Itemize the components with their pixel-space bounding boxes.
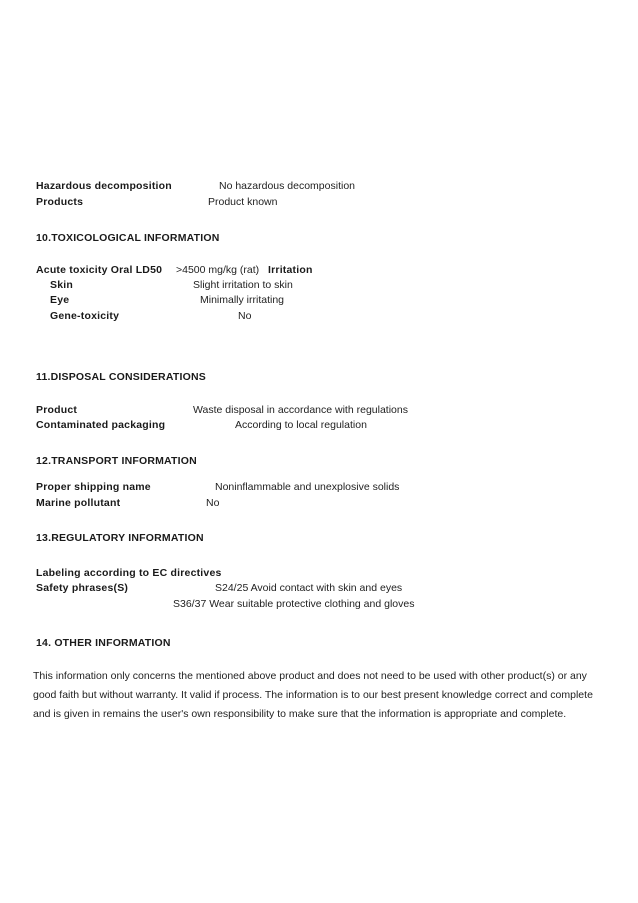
gene-toxicity-label: Gene-toxicity <box>50 310 120 322</box>
proper-shipping-name-value: Noninflammable and unexplosive solids <box>215 481 400 493</box>
acute-toxicity-value: >4500 mg/kg (rat) <box>176 264 260 276</box>
other-information-line-2: good faith but without warranty. It valid if process. The information is to our best present knowledge correct and complete <box>33 689 593 701</box>
contaminated-packaging-value: According to local regulation <box>235 419 367 431</box>
safety-phrases-label: Safety phrases(S) <box>36 582 129 594</box>
eye-label: Eye <box>50 294 70 306</box>
product-label: Product <box>36 404 78 416</box>
hazardous-decomposition-value: No hazardous decomposition <box>219 180 355 192</box>
section-heading-other: 14. OTHER INFORMATION <box>36 637 171 649</box>
safety-phrase-s36-37: S36/37 Wear suitable protective clothing and gloves <box>173 598 415 610</box>
marine-pollutant-label: Marine pollutant <box>36 497 121 509</box>
section-heading-toxicological: 10.TOXICOLOGICAL INFORMATION <box>36 232 220 244</box>
product-value: Waste disposal in accordance with regulations <box>193 404 408 416</box>
section-heading-disposal: 11.DISPOSAL CONSIDERATIONS <box>36 371 206 383</box>
other-information-line-1: This information only concerns the mentioned above product and does not need to be used with other product(s) or any <box>33 670 587 682</box>
marine-pollutant-value: No <box>206 497 220 509</box>
skin-label: Skin <box>50 279 73 291</box>
products-value: Product known <box>208 196 278 208</box>
proper-shipping-name-label: Proper shipping name <box>36 481 151 493</box>
gene-toxicity-value: No <box>238 310 252 322</box>
products-label: Products <box>36 196 84 208</box>
other-information-paragraph <box>33 667 613 724</box>
section-heading-transport: 12.TRANSPORT INFORMATION <box>36 455 197 467</box>
safety-phrase-s24-25: S24/25 Avoid contact with skin and eyes <box>215 582 403 594</box>
skin-value: Slight irritation to skin <box>193 279 293 291</box>
irritation-label: Irritation <box>268 264 313 276</box>
hazardous-decomposition-label: Hazardous decomposition <box>36 180 172 192</box>
labeling-label: Labeling according to EC directives <box>36 567 222 579</box>
acute-toxicity-label: Acute toxicity Oral LD50 <box>36 264 163 276</box>
section-heading-regulatory: 13.REGULATORY INFORMATION <box>36 532 204 544</box>
eye-value: Minimally irritating <box>200 294 285 306</box>
other-information-line-3: and is given in remains the user's own responsibility to make sure that the information is appropriate and complete. <box>33 708 567 720</box>
contaminated-packaging-label: Contaminated packaging <box>36 419 166 431</box>
